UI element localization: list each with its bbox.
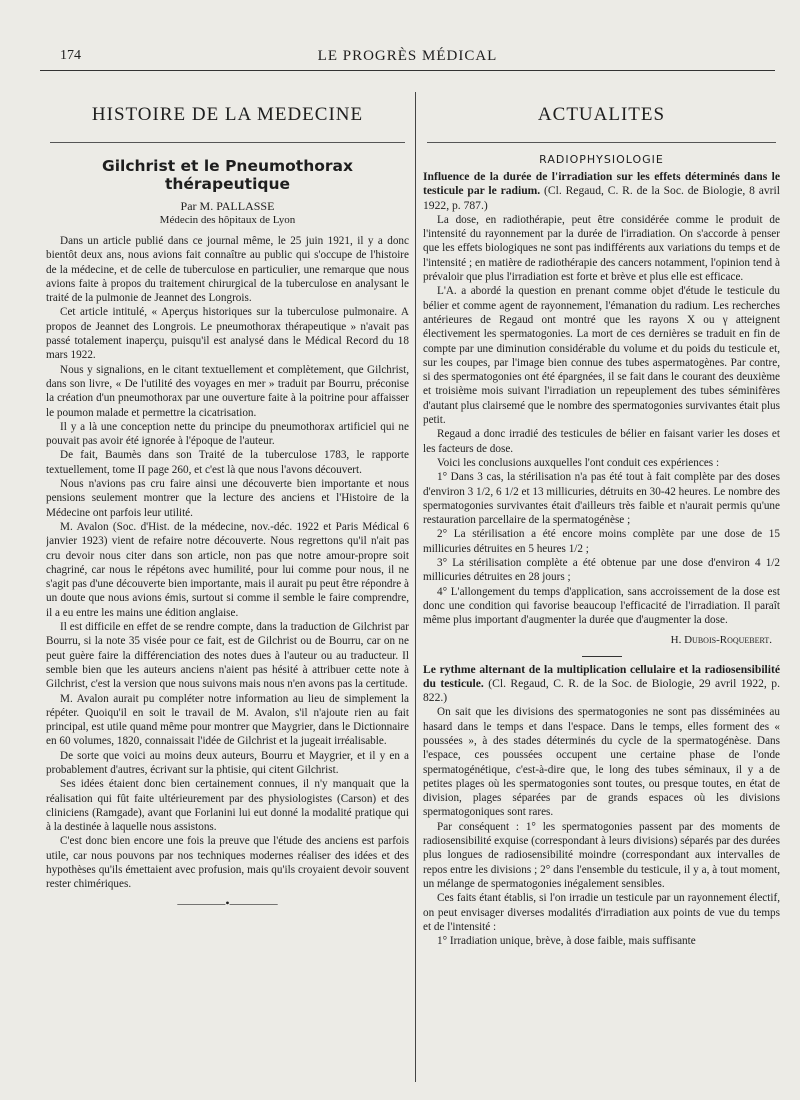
- end-ornament: ————•————: [177, 895, 278, 910]
- article2-title-text: Le rythme alternant de la multiplication cellulaire et la radiosensibilité du testicule.: [423, 662, 780, 690]
- article1-ref: (Cl. Regaud, C. R. de la Soc. de Biologie, 8 avril 1922, p. 787.): [423, 184, 780, 212]
- paragraph: 2° La stérilisation a été encore moins complète par une dose de 15 millicuries détruites en 5 heures 1/2 ;: [423, 528, 780, 555]
- paragraph: L'A. a abordé la question en prenant comme objet d'étude le testicule du bélier et comme agent de rayonnement, l'émanation du radium. Les recherches antérieures de Regaud ont montré que les rayons X ou γ atteignent électivement les spermatogonies. La mort de ces dernières se traduit en fin de compte par une diminution considérable du volume et du poids du testicule et, sur les coupes, par l'image bien connue des tubes aspermatogènes. Par contre, si des spermatogonies ont été épargnées, il se fait dans le courant des deuxième et troisième mois suivant l'irradiation un repeuplement des tubes séminifères d'autant plus clairsemé que le nombre des spermatogonies survivantes était plus petit.: [423, 285, 780, 427]
- paragraph: Ces faits étant établis, si l'on irradie un testicule par un rayonnement électif, on peut envisager diverses modalités d'irradiation aux points de vue du temps et de l'intensité :: [423, 892, 780, 933]
- paragraph: Nous n'avions pas cru faire ainsi une découverte bien importante et nous pensions seulement montrer que la lecture des anciens et l'Histoire de la Médecine ont parfois leur utilité.: [46, 478, 409, 519]
- rubric: RADIOPHYSIOLOGIE: [539, 153, 664, 166]
- affiliation: Médecin des hôpitaux de Lyon: [159, 214, 296, 226]
- section-title-news: ACTUALITES: [537, 104, 666, 125]
- page-number: 174: [60, 48, 81, 63]
- paragraph: On sait que les divisions des spermatogonies ne sont pas disséminées au hasard dans le temps et dans l'espace. Dans le temps, elles forment des « poussées », à des stades déterminés du cycle de la spermatogénèse. Dans l'espace, ces poussées occupent une certaine phase de l'onde spermatogénétique, c'est-à-dire que, le long des tubes séminaux, il y a de petites plages où les spermatogonies sont toutes, ou presque toutes, en état de division, plages séparées par de grands espaces où les divisions spermatogoniques sont rares.: [423, 706, 780, 819]
- paragraph: Il est difficile en effet de se rendre compte, dans la traduction de Gilchrist par Bourru, si la note 35 visée pour ce fait, est de Gilchrist ou de Bourru, car on ne peut guère faire la différenciation des notes dues à l'auteur ou au traducteur. Il semble bien que les auteurs anciens n'aient pas hésité à attribuer cette note à Gilchrist, c'est la version que nous suivons mais nous n'en avons pas la certitude.: [46, 621, 409, 691]
- article2-title: [423, 663, 780, 706]
- byline: Par M. PALLASSE: [180, 199, 275, 213]
- paragraph: 1° Irradiation unique, brève, à dose faible, mais suffisante: [437, 935, 696, 948]
- paragraph: Il y a là une conception nette du principe du pneumothorax artificiel qui ne pouvait pas avoir été ignorée à l'époque de l'auteur.: [46, 420, 409, 448]
- article-title: Gilchrist et le Pneumothorax thérapeutique: [101, 157, 354, 193]
- paragraph: La dose, en radiothérapie, peut être considérée comme le produit de l'intensité du rayonnement par la durée de l'irradiation. On s'accorde à penser que les effets biologiques ne sont pas indifférents aux variations du temps et de l'intensité ; en matière de radiothérapie des cancers notamment, l'opinion tend à prévaloir que plus l'irradiation est forte et brève et plus elle est efficace.: [423, 213, 780, 284]
- paragraph: M. Avalon aurait pu compléter notre information au lieu de simplement la répéter. Quoiqu'il en soit le travail de M. Avalon, s'il n'ajoute rien au fait principal, est utile quand même pour montrer que Maygrier, dans le Dictionnaire en 60 volumes, 1820, connaissait l'idée de Gilchrist et la jugeait irréalisable.: [46, 692, 409, 748]
- right-column: [423, 98, 780, 1088]
- paragraph: 4° L'allongement du temps d'application, sans accroissement de la dose est donc une condition qui favorise beaucoup l'efficacité de l'irradiation. Il paraît même plus important d'augmenter la durée que d'augmenter la dose.: [423, 585, 780, 627]
- section-rule: [427, 142, 776, 143]
- paragraph: Cet article intitulé, « Aperçus historiques sur la tuberculose pulmonaire. A propos de Jeannet des Longrois. Le pneumothorax thérapeutique » n'avait pas passé totalement inaperçu, puisqu'il est analysé dans le Médical Record du 18 mars 1922.: [46, 306, 409, 362]
- article1-title-text: Influence de la durée de l'irradiation sur les effets déterminés dans le testicule par le radium.: [423, 170, 780, 198]
- journal-title: LE PROGRÈS MÉDICAL: [317, 48, 498, 64]
- article1-title: [423, 170, 780, 213]
- separator-rule: [582, 656, 622, 657]
- paragraph: Voici les conclusions auxquelles l'ont conduit ces expériences :: [437, 456, 720, 469]
- paragraph: Par conséquent : 1° les spermatogonies passent par des moments de radiosensibilité exquise (correspondant à leurs divisions) séparés par des durées plus longues de radiosensibilité moindre (correspondant aux intervalles de repos entre les divisions ; 2° dans l'ensemble du testicule, il y a, à tout moment, un mélange de spermatogonies inégalement sensibles.: [423, 820, 780, 890]
- paragraph: De sorte que voici au moins deux auteurs, Bourru et Maygrier, et il y en a probablement d'autres, écrivant sur la phtisie, qui citent Gilchrist.: [46, 749, 409, 776]
- article2-ref: (Cl. Regaud, C. R. de la Soc. de Biologie, 29 avril 1922, p. 822.): [423, 676, 780, 705]
- signature: H. Dubois-Roquebert.: [670, 633, 772, 646]
- left-column: [46, 98, 409, 1088]
- section-rule: [50, 142, 405, 143]
- paragraph: 1° Dans 3 cas, la stérilisation n'a pas été tout à fait complète par des doses d'environ 3 1/2, 6 1/2 et 13 millicuries, détruits en 30-42 heures. Le nombre des spermatogonies survivantes était d'ailleurs très faible et n'aurait permis qu'une restauration parcellaire de la spermatogénèse ;: [423, 471, 780, 527]
- paragraph: Nous y signalions, en le citant textuellement et complètement, que Gilchrist, dans son livre, « De l'utilité des voyages en mer » traduit par Bourru, préconise la création d'un pneumothorax par une ouverture faite à la poitrine pour affaisser le poumon malade et permettre la cicatrisation.: [46, 363, 409, 419]
- paragraph: C'est donc bien encore une fois la preuve que l'étude des anciens est parfois utile, car nous pouvons par nos techniques modernes réaliser des idées et des hypothèses qu'ils émettaient avec profusion, mais qu'ils croyaient devoir souvent rester chimériques.: [46, 835, 409, 891]
- page-header: [40, 48, 775, 68]
- paragraph: 3° La stérilisation complète a été obtenue par une dose d'environ 4 1/2 millicuries détruites en 28 jours ;: [423, 557, 780, 584]
- header-rule: [40, 70, 775, 71]
- paragraph: Dans un article publié dans ce journal même, le 25 juin 1921, il y a donc bientôt deux ans, nous avions fait connaître au public qui s'occupe de l'histoire de la médecine, et de celle de tuberculose en particulier, une remarque que nous avions faite à propos du traitement chirurgical de la tuberculose en analysant le traité de la pulmonie de Jeannet des Longrois.: [46, 235, 409, 305]
- paragraph: De fait, Baumès dans son Traité de la tuberculose 1783, le rapporte textuellement, tome II page 260, et c'est là que nous l'avons découvert.: [46, 449, 409, 476]
- column-divider: [415, 92, 416, 1082]
- paragraph: M. Avalon (Soc. d'Hist. de la médecine, nov.-déc. 1922 et Paris Médical 6 janvier 1923) vient de refaire notre découverte. Nous regrettons qu'il n'ait pas cru devoir nous citer dans son article, non pas que notre amour-propre soit chagriné, car nous le répétons avec humilité, pour lui comme pour nous, il ne s'agit pas d'une découverte bien importante, mais il aurait pu peut être répondre à un doute que nous avions émis, surtout si comme il semble le faire comprendre, il a eu entre les mains une édition anglaise.: [46, 520, 409, 619]
- section-title-history: HISTOIRE DE LA MEDECINE: [91, 104, 364, 125]
- paragraph: Ses idées étaient donc bien certainement connues, il n'y manquait que la réalisation qui fût faite ultérieurement par des physiologistes (Carson) et des cliniciens (Ramgade), avant que Forlanini lui eut donné la modalité pratique qui à la destinée à laquelle nous assistons.: [46, 778, 409, 834]
- paragraph: Regaud a donc irradié des testicules de bélier en faisant varier les doses et les facteurs de dose.: [423, 428, 780, 455]
